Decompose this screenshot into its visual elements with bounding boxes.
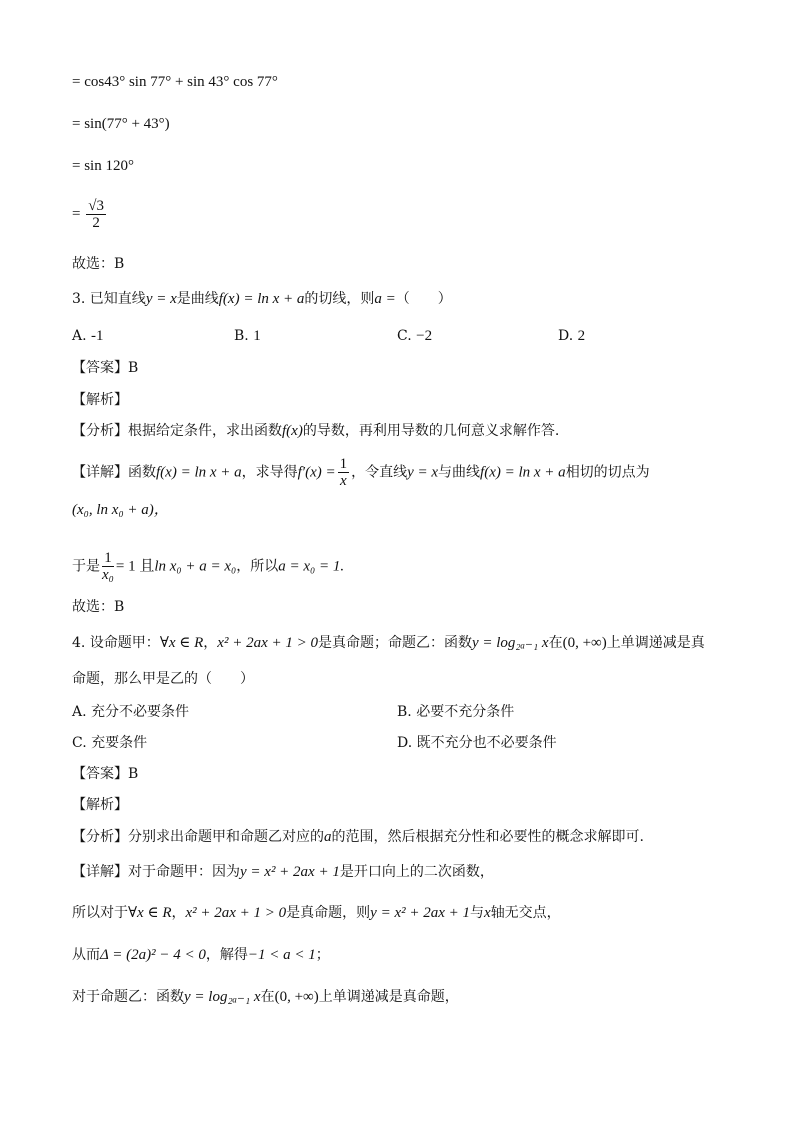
fraction-numerator: √3 [88, 198, 104, 214]
xj-forall: ∀x ∈ R [128, 905, 172, 921]
derivation-line-1: = cos43° sin 77° + sin 43° cos 77° [72, 74, 278, 90]
derivation-line-2: = sin(77° + 43°) [72, 116, 170, 132]
xj-discriminant: Δ = (2a)² − 4 < 0 [100, 947, 206, 963]
xj-text: 是开口向上的二次函数， [339, 864, 494, 880]
q4-xiangjie-line-2 [72, 903, 561, 923]
xj-deriv: f′(x) = [297, 464, 336, 481]
q2-choice: 故选：B [72, 256, 125, 272]
q3-stem [72, 289, 452, 309]
xj-curve: f(x) = ln x + a [480, 464, 566, 481]
xj-text: 在 [260, 989, 275, 1005]
q3-answer-paren: （ ） [395, 291, 452, 307]
q4-fenxi [72, 827, 644, 847]
fenxi-text: 分别求出命题甲和命题乙对应的 [128, 829, 324, 845]
fenxi-text: 的导数，再利用导数的几何意义求解作答. [302, 423, 560, 439]
q4-stem-line-2: 命题，那么甲是乙的（ ） [72, 671, 254, 687]
fenxi-func: f(x) [282, 423, 303, 439]
q4-inequality: x² + 2ax + 1 > 0 [217, 635, 318, 651]
xiangjie-tag: 【详解】 [72, 464, 128, 481]
xj-text: 对于命题乙：函数 [72, 989, 184, 1005]
fraction-numerator: 1 [102, 550, 114, 567]
xj-range: −1 < a < 1 [247, 947, 316, 963]
q3-xiangjie [72, 456, 650, 489]
q4-option-a: A. 充分不必要条件 [72, 704, 190, 720]
equals-sign: = [72, 205, 81, 222]
xj-text: 对于命题甲：因为 [128, 864, 240, 880]
q4-option-d: D. 既不充分也不必要条件 [397, 735, 557, 751]
q3-stem-text: 3. 已知直线 [72, 291, 146, 307]
fraction-numerator: 1 [339, 456, 348, 472]
xj-x-axis: x [484, 905, 491, 921]
q4-interval: (0, +∞) [562, 635, 607, 651]
q4-option-c: C. 充要条件 [72, 735, 148, 751]
xj-text: 从而 [72, 947, 100, 963]
q3-option-c: C. −2 [397, 328, 433, 344]
q3-stem-text: 的切线，则 [304, 291, 375, 307]
fenxi-text: 根据给定条件，求出函数 [128, 423, 282, 439]
xj-text: 与 [470, 905, 485, 921]
fenxi-var: a [324, 829, 332, 845]
q4-option-b: B. 必要不充分条件 [397, 704, 515, 720]
fraction-1-over-x0 [102, 550, 114, 583]
xj-text: 上单调递减是真命题， [318, 989, 459, 1005]
fenxi-tag: 【分析】 [72, 829, 128, 845]
fenxi-tag: 【分析】 [72, 423, 128, 439]
xj-text: 是真命题，则 [286, 905, 371, 921]
fraction-denominator: x [340, 473, 347, 489]
xj-text: 函数 [128, 464, 156, 481]
q3-option-d: D. 2 [558, 328, 586, 344]
derivation-line-3: = sin 120° [72, 158, 134, 174]
q4-text: ， [203, 635, 218, 651]
xj-log-func: y = log₂ₐ₋₁ x [184, 989, 261, 1005]
fraction-1-over-x [338, 456, 350, 489]
xj-text: = 1 且 [115, 558, 155, 575]
xj-text: ， [171, 905, 186, 921]
q4-analysis-tag: 【解析】 [72, 797, 128, 813]
xj-func: f(x) = ln x + a [156, 464, 242, 481]
xj-text: 相切的切点为 [565, 464, 650, 481]
q3-choice: 故选：B [72, 599, 125, 615]
q3-option-a: A. -1 [72, 328, 104, 344]
fraction-denominator: x₀ [102, 567, 114, 583]
q4-answer: 【答案】B [72, 766, 139, 782]
derivation-line-4 [72, 198, 108, 231]
xj-text: 于是 [72, 558, 100, 575]
q4-xiangjie-line-3 [72, 945, 330, 965]
q4-text: 是真命题；命题乙：函数 [317, 635, 472, 651]
fraction-denominator: 2 [92, 215, 100, 231]
q3-curve-expr: f(x) = ln x + a [218, 291, 305, 307]
xj-text: ，解得 [205, 947, 248, 963]
fraction-sqrt3-over-2 [86, 198, 106, 231]
q4-text: 在 [548, 635, 563, 651]
q3-analysis-tag: 【解析】 [72, 392, 128, 408]
q4-xiangjie-line-4 [72, 987, 459, 1007]
xj-text: ，令直线 [351, 464, 408, 481]
xj-eq: ln x₀ + a = x₀ [154, 558, 237, 575]
q3-var-expr: a = [374, 291, 396, 307]
q4-log-func: y = log₂ₐ₋₁ x [471, 635, 549, 651]
xj-line: y = x [407, 464, 439, 481]
q4-forall: ∀x ∈ R [159, 635, 204, 651]
xj-text: ； [315, 947, 330, 963]
q3-conclusion [72, 550, 344, 583]
q3-fenxi [72, 421, 559, 441]
q4-text: 上单调递减是真 [606, 635, 705, 651]
xj-interval: (0, +∞) [274, 989, 319, 1005]
fenxi-text: 的范围，然后根据充分性和必要性的概念求解即可. [331, 829, 644, 845]
xj-text: ，所以 [236, 558, 279, 575]
xj-result: a = x₀ = 1. [278, 558, 345, 575]
q3-stem-text: 是曲线 [176, 291, 219, 307]
q4-xiangjie-line-1 [72, 862, 494, 882]
q3-answer: 【答案】B [72, 360, 139, 376]
xj-text: 所以对于 [72, 905, 128, 921]
q3-tangent-point: (x₀, ln x₀ + a)， [72, 502, 169, 518]
xj-text: ，求导得 [241, 464, 298, 481]
xj-text: 与曲线 [438, 464, 481, 481]
xj-quadratic: y = x² + 2ax + 1 [240, 864, 340, 880]
q3-line-expr: y = x [145, 291, 177, 307]
q4-stem-line-1 [72, 633, 705, 653]
q4-text: 4. 设命题甲： [72, 635, 160, 651]
xj-inequality: x² + 2ax + 1 > 0 [185, 905, 287, 921]
xj-text: 轴无交点， [490, 905, 561, 921]
xiangjie-tag: 【详解】 [72, 864, 128, 880]
q3-option-b: B. 1 [234, 328, 261, 344]
xj-quadratic: y = x² + 2ax + 1 [370, 905, 471, 921]
